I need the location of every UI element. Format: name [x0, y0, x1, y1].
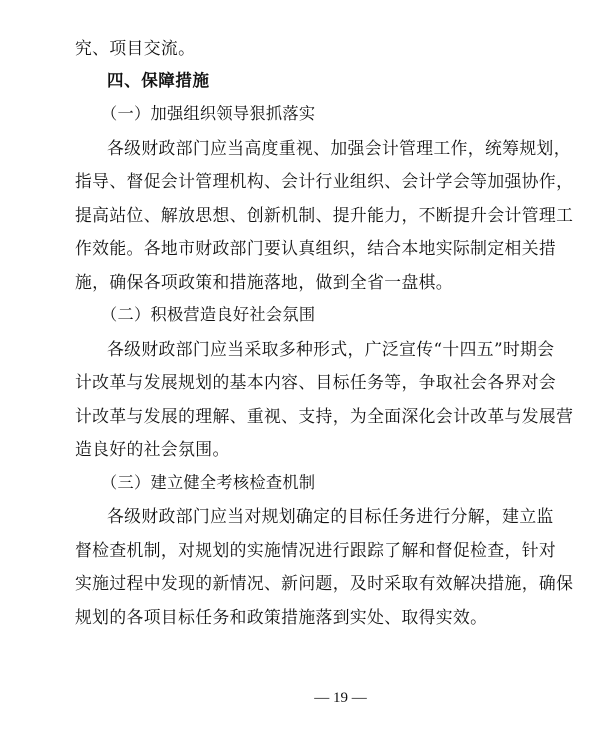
- body-line: 究、项目交流。: [75, 38, 196, 58]
- body-line: 计改革与发展的理解、重视、支持，为全面深化会计改革与发展营: [75, 406, 574, 426]
- body-line: 各级财政部门应当高度重视、加强会计管理工作，统筹规划，: [107, 138, 571, 158]
- body-line: 各级财政部门应当采取多种形式，广泛宣传“十四五”时期会: [107, 339, 555, 359]
- subsection-heading: （一）加强组织领导狠抓落实: [101, 104, 316, 123]
- body-line: 造良好的社会氛围。: [75, 439, 230, 459]
- body-line: 指导、督促会计管理机构、会计行业组织、会计学会等加强协作，: [75, 171, 574, 191]
- page-number: — 19 —: [314, 690, 367, 706]
- body-line: 各级财政部门应当对规划确定的目标任务进行分解，建立监: [107, 506, 554, 526]
- subsection-heading: （三）建立健全考核检查机制: [101, 473, 316, 492]
- body-line: 计改革与发展规划的基本内容、目标任务等，争取社会各界对会: [75, 372, 557, 392]
- body-line: 督检查机制，对规划的实施情况进行跟踪了解和督促检查，针对: [75, 540, 557, 560]
- body-line: 规划的各项目标任务和政策措施落到实处、取得实效。: [75, 607, 488, 627]
- section-heading: 四、保障措施: [107, 71, 210, 90]
- body-line: 作效能。各地市财政部门要认真组织，结合本地实际制定相关措: [75, 238, 557, 258]
- body-line: 提高站位、解放思想、创新机制、提升能力，不断提升会计管理工: [75, 205, 574, 225]
- body-line: 施，确保各项政策和措施落地，做到全省一盘棋。: [75, 272, 453, 292]
- subsection-heading: （二）积极营造良好社会氛围: [101, 305, 316, 324]
- body-line: 实施过程中发现的新情况、新问题，及时采取有效解决措施，确保: [75, 573, 574, 593]
